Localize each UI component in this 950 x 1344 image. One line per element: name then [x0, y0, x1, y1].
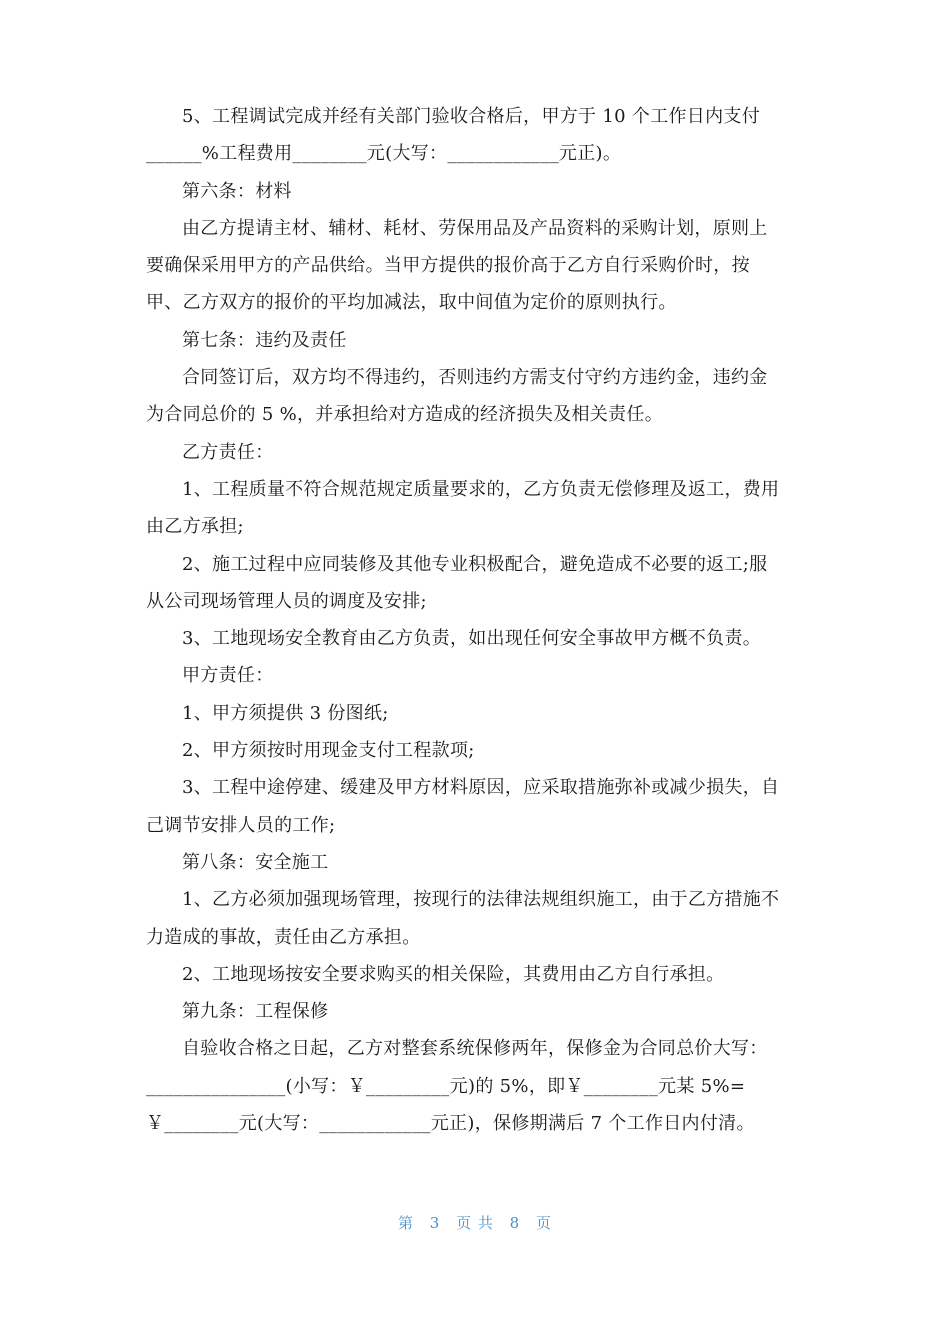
text-line: 第七条：违约及责任	[182, 329, 347, 351]
text-line: 合同签订后，双方均不得违约，否则违约方需支付守约方违约金，违约金	[182, 367, 768, 389]
text-line: 由乙方承担;	[146, 516, 244, 538]
text-line: ______%工程费用________元(大写：____________元正)。	[146, 143, 622, 165]
text-line: 为合同总价的 5 %，并承担给对方造成的经济损失及相关责任。	[146, 404, 663, 426]
text-line: 第六条：材料	[182, 180, 292, 202]
text-line: 甲方责任：	[182, 665, 274, 687]
footer-middle: 页 共	[456, 1214, 494, 1232]
text-line: 1、乙方必须加强现场管理，按现行的法律法规组织施工，由于乙方措施不	[182, 889, 780, 911]
text-line: 乙方责任：	[182, 441, 274, 463]
footer-total-pages: 8	[509, 1214, 521, 1232]
footer-current-page: 3	[429, 1214, 441, 1232]
text-line: 2、甲方须按时用现金支付工程款项;	[182, 740, 475, 762]
page-footer	[0, 1212, 950, 1233]
text-line: 力造成的事故，责任由乙方承担。	[146, 926, 421, 948]
text-line: ￥________元(大写：____________元正)，保修期满后 7 个工作日内付清。	[146, 1113, 755, 1135]
text-line: 第八条：安全施工	[182, 851, 329, 873]
document-body	[146, 98, 810, 1142]
text-line: _______________(小写：￥_________元)的 5%，即￥________元某 5%=	[146, 1075, 746, 1097]
text-line: 3、工程中途停建、缓建及甲方材料原因，应采取措施弥补或减少损失，自	[182, 777, 780, 799]
text-line: 2、工地现场按安全要求购买的相关保险，其费用由乙方自行承担。	[182, 963, 725, 985]
text-line: 第九条：工程保修	[182, 1001, 329, 1023]
text-line: 己调节安排人员的工作;	[146, 814, 336, 836]
text-line: 要确保采用甲方的产品供给。当甲方提供的报价高于乙方自行采购价时，按	[146, 255, 750, 277]
text-line: 甲、乙方双方的报价的平均加减法，取中间值为定价的原则执行。	[146, 292, 677, 314]
text-line: 1、工程质量不符合规范规定质量要求的，乙方负责无偿修理及返工，费用	[182, 478, 780, 500]
text-line: 3、工地现场安全教育由乙方负责，如出现任何安全事故甲方概不负责。	[182, 628, 762, 650]
text-line: 1、甲方须提供 3 份图纸;	[182, 702, 389, 724]
text-line: 5、工程调试完成并经有关部门验收合格后，甲方于 10 个工作日内支付	[182, 106, 760, 127]
text-line: 2、施工过程中应同装修及其他专业积极配合，避免造成不必要的返工;服	[182, 553, 768, 575]
text-line: 从公司现场管理人员的调度及安排;	[146, 590, 427, 612]
footer-suffix: 页	[536, 1214, 553, 1232]
footer-prefix: 第	[397, 1214, 414, 1232]
text-line: 自验收合格之日起，乙方对整套系统保修两年，保修金为合同总价大写：	[182, 1038, 768, 1060]
text-line: 由乙方提请主材、辅材、耗材、劳保用品及产品资料的采购计划，原则上	[182, 217, 768, 239]
